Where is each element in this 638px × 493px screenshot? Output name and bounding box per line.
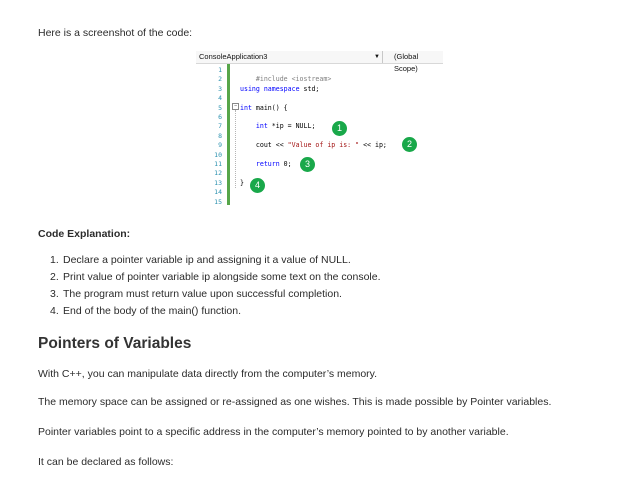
code-text: 0; <box>279 160 292 168</box>
scope-dropdown: (Global Scope) <box>394 52 419 73</box>
list-text: The program must return value upon successful completion. <box>63 288 342 300</box>
keyword: int <box>240 122 268 131</box>
keyword: return <box>240 160 280 168</box>
list-item <box>38 288 381 305</box>
line-number: 11 <box>214 160 222 168</box>
line-number: 10 <box>214 150 222 159</box>
code-line-7 <box>240 122 315 131</box>
code-line-13 <box>240 179 244 188</box>
list-text: Print value of pointer variable ip alongside some text on the console. <box>63 271 381 283</box>
project-dropdown <box>198 51 383 63</box>
keyword: int <box>240 103 252 112</box>
code-text: main() { <box>251 103 288 112</box>
scope-guide-line <box>235 110 236 188</box>
string-literal: "Value of ip is: " <box>287 141 360 150</box>
paragraph: Pointer variables point to a specific address in the computer’s memory pointed to by another variable. <box>38 426 509 438</box>
explanation-list <box>38 254 381 322</box>
callout-badge-3: 3 <box>300 157 315 172</box>
line-number: 12 <box>214 169 222 178</box>
code-text: cout << <box>240 141 288 150</box>
paragraph: With C++, you can manipulate data directly from the computer’s memory. <box>38 368 378 380</box>
list-item <box>38 271 381 288</box>
line-number-gutter <box>196 64 226 206</box>
list-number: 4. <box>50 305 59 317</box>
line-number: 13 <box>214 178 222 187</box>
code-explanation-heading: Code Explanation: <box>38 228 131 240</box>
paragraph: The memory space can be assigned or re-assigned as one wishes. This is made possible by Pointer variables. <box>38 396 552 408</box>
code-line-5 <box>240 104 288 113</box>
line-number: 9 <box>218 141 222 150</box>
list-number: 1. <box>50 254 59 266</box>
code-line-9 <box>240 141 387 150</box>
collapse-icon: − <box>233 103 237 109</box>
code-screenshot <box>196 51 443 206</box>
keyword: using namespace <box>240 84 300 93</box>
section-heading: Pointers of Variables <box>38 335 192 352</box>
code-text: *ip = NULL; <box>267 122 316 131</box>
line-number: 3 <box>218 84 222 93</box>
line-number: 14 <box>214 188 222 197</box>
code-text: std; <box>299 84 320 93</box>
code-line-11 <box>240 160 292 169</box>
line-number: 15 <box>214 197 222 206</box>
callout-badge-2: 2 <box>402 137 417 152</box>
intro-text: Here is a screenshot of the code: <box>38 27 193 39</box>
list-text: Declare a pointer variable ip and assigning it a value of NULL. <box>63 254 351 266</box>
project-name: ConsoleApplication3 <box>199 52 268 61</box>
line-number: 6 <box>218 113 222 121</box>
line-number: 8 <box>218 131 222 140</box>
dropdown-arrow-icon: ▼ <box>374 54 380 60</box>
code-line-3 <box>240 85 319 94</box>
list-item <box>38 254 381 271</box>
callout-badge-1: 1 <box>332 121 347 136</box>
line-number: 2 <box>218 75 222 84</box>
callout-badge-4: 4 <box>250 178 265 193</box>
code-text: << ip; <box>359 141 387 150</box>
editor-toolbar <box>196 51 443 73</box>
paragraph: It can be declared as follows: <box>38 456 174 468</box>
list-number: 3. <box>50 288 59 300</box>
line-number: 1 <box>218 66 222 74</box>
list-text: End of the body of the main() function. <box>63 305 242 317</box>
change-indicator-bar <box>227 64 230 205</box>
list-number: 2. <box>50 271 59 283</box>
line-number: 7 <box>218 122 222 131</box>
line-number: 4 <box>218 94 222 103</box>
list-item <box>38 305 381 322</box>
code-text: } <box>240 178 244 187</box>
line-number: 5 <box>218 103 222 112</box>
include-directive: #include <iostream> <box>255 75 332 84</box>
